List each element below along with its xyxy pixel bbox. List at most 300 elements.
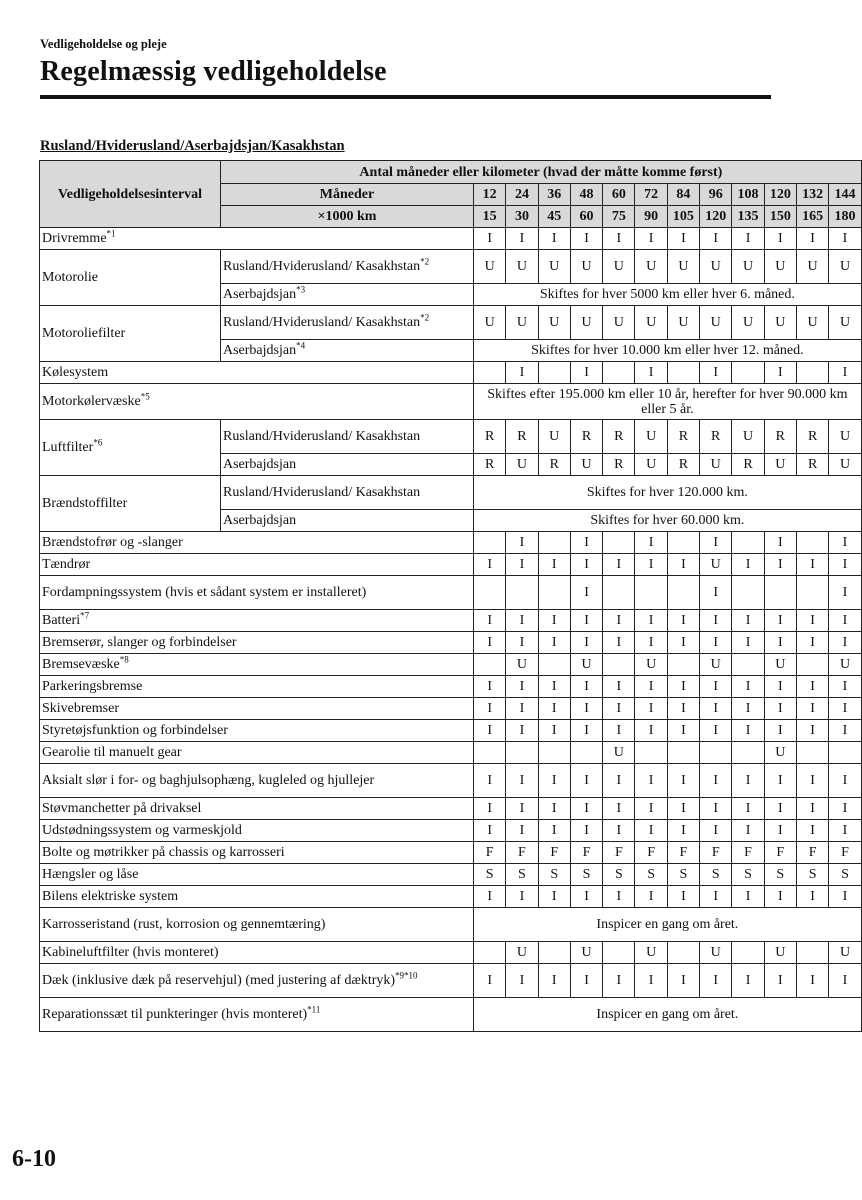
variant-text: Rusland/Hviderusland/ Kasakhstan (223, 315, 421, 330)
footnote-ref: *9*10 (395, 970, 418, 981)
item-label: Parkeringsbremse (42, 679, 143, 694)
item-name (40, 632, 474, 654)
schedule-cell: I (700, 532, 732, 554)
variant-label (221, 284, 474, 306)
schedule-cell: I (635, 820, 667, 842)
section-label: Vedligeholdelse og pleje (40, 37, 167, 51)
schedule-cell: S (700, 864, 732, 886)
schedule-cell (603, 362, 635, 384)
item-label: Tændrør (42, 557, 91, 572)
schedule-cell: I (764, 964, 796, 998)
schedule-cell: I (796, 798, 828, 820)
schedule-cell: I (570, 676, 602, 698)
schedule-cell: I (538, 554, 570, 576)
schedule-cell (667, 362, 699, 384)
schedule-cell: U (732, 306, 764, 340)
schedule-cell: U (506, 454, 538, 476)
schedule-cell: S (732, 864, 764, 886)
schedule-cell: I (570, 576, 602, 610)
schedule-cell: I (570, 964, 602, 998)
schedule-cell: I (732, 820, 764, 842)
schedule-cell: I (667, 698, 699, 720)
schedule-cell: I (796, 228, 828, 250)
schedule-note: Inspicer en gang om året. (474, 908, 862, 942)
month-header: 144 (829, 184, 861, 206)
schedule-cell (635, 576, 667, 610)
schedule-cell: I (635, 362, 667, 384)
schedule-cell: I (506, 554, 538, 576)
schedule-cell: I (764, 798, 796, 820)
schedule-cell: I (538, 964, 570, 998)
schedule-cell: I (764, 886, 796, 908)
schedule-cell: F (506, 842, 538, 864)
item-label: Motorkølervæske (42, 394, 141, 409)
schedule-cell (732, 576, 764, 610)
item-label: Bolte og møtrikker på chassis og karrosseri (42, 845, 285, 860)
schedule-cell: S (764, 864, 796, 886)
schedule-cell: I (732, 964, 764, 998)
schedule-cell: I (570, 820, 602, 842)
schedule-cell: S (635, 864, 667, 886)
schedule-cell (474, 942, 506, 964)
schedule-cell: I (700, 362, 732, 384)
schedule-cell (603, 576, 635, 610)
schedule-cell: U (538, 420, 570, 454)
schedule-cell: U (474, 250, 506, 284)
item-name (40, 820, 474, 842)
month-header: 48 (570, 184, 602, 206)
item-name (40, 384, 474, 420)
schedule-cell: I (700, 764, 732, 798)
schedule-cell: I (764, 820, 796, 842)
schedule-cell (667, 942, 699, 964)
schedule-cell: I (474, 632, 506, 654)
variant-label (221, 454, 474, 476)
schedule-cell: U (764, 250, 796, 284)
schedule-cell (796, 654, 828, 676)
table-row (40, 964, 862, 998)
schedule-cell: I (603, 698, 635, 720)
schedule-cell: I (732, 886, 764, 908)
schedule-cell (474, 576, 506, 610)
item-name (40, 576, 474, 610)
schedule-cell: I (474, 610, 506, 632)
item-label: Karrosseristand (rust, korrosion og gennemtæring) (42, 917, 326, 932)
km-header: 60 (570, 206, 602, 228)
table-row (40, 864, 862, 886)
schedule-cell: I (635, 698, 667, 720)
schedule-cell: I (829, 720, 861, 742)
schedule-cell: I (474, 228, 506, 250)
schedule-cell: I (603, 610, 635, 632)
item-name (40, 306, 221, 362)
schedule-cell: R (603, 454, 635, 476)
variant-text: Aserbajdsjan (223, 343, 297, 358)
schedule-cell: U (474, 306, 506, 340)
schedule-cell: I (764, 532, 796, 554)
footnote-ref: *2 (420, 312, 430, 323)
schedule-cell: I (474, 820, 506, 842)
variant-text: Rusland/Hviderusland/ Kasakhstan (223, 485, 421, 500)
schedule-cell (732, 532, 764, 554)
schedule-cell: I (700, 610, 732, 632)
schedule-cell: R (667, 420, 699, 454)
schedule-cell: I (667, 632, 699, 654)
schedule-cell: I (667, 676, 699, 698)
schedule-cell (732, 654, 764, 676)
schedule-cell (732, 362, 764, 384)
schedule-cell: U (538, 250, 570, 284)
period-header: Antal måneder eller kilometer (hvad der måtte komme først) (221, 161, 862, 184)
schedule-cell: U (506, 250, 538, 284)
item-name (40, 942, 474, 964)
schedule-cell: I (829, 610, 861, 632)
schedule-cell (796, 942, 828, 964)
schedule-cell: R (667, 454, 699, 476)
schedule-cell: I (603, 964, 635, 998)
km-header: 105 (667, 206, 699, 228)
schedule-cell (829, 742, 861, 764)
km-header: 15 (474, 206, 506, 228)
schedule-cell: I (829, 632, 861, 654)
schedule-cell: I (570, 532, 602, 554)
schedule-cell (732, 942, 764, 964)
table-row (40, 842, 862, 864)
item-name (40, 250, 221, 306)
variant-text: Aserbajdsjan (223, 513, 297, 528)
schedule-cell: I (506, 698, 538, 720)
km-header: 150 (764, 206, 796, 228)
item-label: Motoroliefilter (42, 326, 126, 341)
schedule-note: Skiftes for hver 5000 km eller hver 6. måned. (474, 284, 862, 306)
schedule-cell: I (700, 820, 732, 842)
schedule-cell: U (635, 942, 667, 964)
schedule-cell: F (570, 842, 602, 864)
schedule-cell: I (570, 632, 602, 654)
schedule-cell (506, 742, 538, 764)
km-header: 135 (732, 206, 764, 228)
item-name (40, 476, 221, 532)
schedule-cell: I (506, 820, 538, 842)
schedule-cell: U (506, 306, 538, 340)
schedule-cell: U (700, 654, 732, 676)
page-title: Regelmæssig vedligeholdelse (40, 56, 387, 87)
schedule-cell (667, 576, 699, 610)
schedule-cell (570, 742, 602, 764)
item-name (40, 676, 474, 698)
item-label: Brændstofrør og -slanger (42, 535, 183, 550)
schedule-cell: I (764, 362, 796, 384)
km-header: 120 (700, 206, 732, 228)
month-header: 132 (796, 184, 828, 206)
title-rule (40, 95, 771, 99)
schedule-cell: F (474, 842, 506, 864)
item-name (40, 908, 474, 942)
schedule-cell: U (538, 306, 570, 340)
variant-label (221, 250, 474, 284)
schedule-cell: I (829, 886, 861, 908)
schedule-cell: U (700, 554, 732, 576)
schedule-cell: F (732, 842, 764, 864)
item-name (40, 886, 474, 908)
schedule-cell: I (603, 886, 635, 908)
schedule-cell: I (603, 820, 635, 842)
footnote-ref: *8 (119, 654, 129, 665)
schedule-cell: U (570, 654, 602, 676)
item-name (40, 228, 474, 250)
table-row (40, 820, 862, 842)
schedule-cell: I (603, 676, 635, 698)
schedule-cell: I (796, 554, 828, 576)
item-label: Drivremme (42, 231, 107, 246)
schedule-cell: I (538, 720, 570, 742)
schedule-cell: I (732, 676, 764, 698)
schedule-cell: I (796, 720, 828, 742)
footnote-ref: *3 (296, 284, 306, 295)
schedule-cell: U (570, 306, 602, 340)
schedule-cell: U (764, 742, 796, 764)
footnote-ref: *2 (420, 256, 430, 267)
schedule-cell: I (667, 610, 699, 632)
item-label: Brændstoffilter (42, 496, 128, 511)
schedule-cell: I (796, 610, 828, 632)
schedule-cell: I (732, 764, 764, 798)
km-header: 75 (603, 206, 635, 228)
table-row (40, 698, 862, 720)
schedule-cell: R (474, 420, 506, 454)
schedule-cell: U (667, 306, 699, 340)
schedule-cell: F (829, 842, 861, 864)
table-row (40, 250, 862, 284)
schedule-cell: I (829, 764, 861, 798)
footnote-ref: *6 (93, 437, 103, 448)
schedule-cell: F (538, 842, 570, 864)
schedule-cell: I (603, 554, 635, 576)
schedule-cell: S (667, 864, 699, 886)
schedule-cell: I (538, 886, 570, 908)
schedule-cell: R (764, 420, 796, 454)
schedule-cell: I (635, 610, 667, 632)
schedule-cell: F (603, 842, 635, 864)
schedule-cell: I (474, 798, 506, 820)
schedule-cell: U (829, 306, 861, 340)
item-label: Reparationssæt til punkteringer (hvis monteret) (42, 1007, 308, 1022)
schedule-cell: I (700, 228, 732, 250)
schedule-note: Skiftes for hver 120.000 km. (474, 476, 862, 510)
schedule-cell: R (700, 420, 732, 454)
schedule-cell: I (538, 798, 570, 820)
schedule-cell: U (732, 420, 764, 454)
schedule-cell: F (635, 842, 667, 864)
km-header: 45 (538, 206, 570, 228)
variant-label (221, 420, 474, 454)
schedule-cell: I (700, 720, 732, 742)
table-row (40, 764, 862, 798)
item-name (40, 742, 474, 764)
table-row (40, 532, 862, 554)
footnote-ref: *5 (140, 391, 150, 402)
schedule-cell: I (538, 698, 570, 720)
schedule-cell: I (506, 964, 538, 998)
schedule-cell (667, 654, 699, 676)
schedule-cell: S (474, 864, 506, 886)
schedule-cell: U (700, 250, 732, 284)
schedule-cell: U (635, 250, 667, 284)
schedule-cell: I (667, 228, 699, 250)
item-name (40, 798, 474, 820)
schedule-cell: U (570, 454, 602, 476)
schedule-cell (635, 742, 667, 764)
item-name (40, 532, 474, 554)
schedule-cell: I (538, 632, 570, 654)
schedule-cell: R (506, 420, 538, 454)
schedule-cell: I (732, 610, 764, 632)
schedule-cell: I (635, 764, 667, 798)
item-label: Motorolie (42, 270, 98, 285)
schedule-cell: U (506, 942, 538, 964)
variant-text: Aserbajdsjan (223, 457, 297, 472)
schedule-cell: U (635, 654, 667, 676)
schedule-note: Skiftes efter 195.000 km eller 10 år, herefter for hver 90.000 km eller 5 år. (474, 384, 862, 420)
schedule-cell: I (538, 610, 570, 632)
schedule-cell: I (635, 228, 667, 250)
schedule-cell: U (829, 654, 861, 676)
schedule-cell: U (764, 942, 796, 964)
schedule-cell: I (829, 228, 861, 250)
schedule-cell: I (764, 676, 796, 698)
schedule-cell: I (570, 764, 602, 798)
schedule-cell (796, 532, 828, 554)
schedule-cell (538, 742, 570, 764)
schedule-cell: U (764, 654, 796, 676)
schedule-cell: I (796, 764, 828, 798)
table-row (40, 306, 862, 340)
schedule-cell: U (732, 250, 764, 284)
schedule-cell: I (635, 532, 667, 554)
schedule-cell: S (796, 864, 828, 886)
schedule-cell: I (474, 886, 506, 908)
item-label: Luftfilter (42, 440, 94, 455)
months-label: Måneder (221, 184, 474, 206)
schedule-cell: U (829, 454, 861, 476)
schedule-cell: I (667, 886, 699, 908)
item-name (40, 842, 474, 864)
schedule-cell (538, 532, 570, 554)
interval-header: Vedligeholdelsesinterval (40, 161, 221, 228)
schedule-cell: I (829, 676, 861, 698)
item-label: Bremsevæske (42, 657, 120, 672)
km-header: 30 (506, 206, 538, 228)
schedule-cell: I (538, 228, 570, 250)
schedule-cell: I (796, 698, 828, 720)
schedule-cell: I (635, 720, 667, 742)
schedule-cell: I (667, 720, 699, 742)
schedule-cell: I (506, 632, 538, 654)
schedule-cell: I (829, 362, 861, 384)
schedule-cell: R (796, 454, 828, 476)
schedule-cell: U (603, 250, 635, 284)
schedule-cell: F (700, 842, 732, 864)
month-header: 12 (474, 184, 506, 206)
schedule-cell: I (635, 886, 667, 908)
km-header: 90 (635, 206, 667, 228)
schedule-cell: U (635, 306, 667, 340)
schedule-cell: U (570, 250, 602, 284)
schedule-note: Skiftes for hver 60.000 km. (474, 510, 862, 532)
schedule-cell: I (796, 820, 828, 842)
schedule-cell: I (635, 798, 667, 820)
schedule-cell: I (829, 698, 861, 720)
item-name (40, 610, 474, 632)
schedule-cell: I (667, 764, 699, 798)
table-row (40, 908, 862, 942)
schedule-cell: I (603, 764, 635, 798)
schedule-cell: R (538, 454, 570, 476)
month-header: 72 (635, 184, 667, 206)
month-header: 96 (700, 184, 732, 206)
schedule-cell (796, 742, 828, 764)
schedule-cell: I (764, 554, 796, 576)
item-name (40, 654, 474, 676)
schedule-cell (538, 942, 570, 964)
schedule-cell: I (474, 764, 506, 798)
schedule-cell: U (635, 420, 667, 454)
schedule-cell (732, 742, 764, 764)
schedule-cell: I (700, 632, 732, 654)
schedule-cell: I (570, 610, 602, 632)
schedule-cell: U (796, 306, 828, 340)
month-header: 108 (732, 184, 764, 206)
item-name (40, 554, 474, 576)
schedule-note: Inspicer en gang om året. (474, 998, 862, 1032)
item-label: Bremserør, slanger og forbindelser (42, 635, 237, 650)
schedule-cell: I (506, 362, 538, 384)
schedule-cell: I (764, 632, 796, 654)
schedule-cell: U (603, 306, 635, 340)
schedule-cell: I (764, 698, 796, 720)
schedule-cell: R (570, 420, 602, 454)
schedule-cell: I (506, 676, 538, 698)
schedule-cell: R (474, 454, 506, 476)
schedule-cell: I (732, 228, 764, 250)
schedule-cell: I (603, 720, 635, 742)
schedule-cell: I (796, 886, 828, 908)
schedule-cell: I (635, 554, 667, 576)
schedule-cell: I (474, 676, 506, 698)
schedule-cell: U (700, 942, 732, 964)
schedule-cell: I (829, 798, 861, 820)
item-label: Kabineluftfilter (hvis monteret) (42, 945, 219, 960)
item-name (40, 698, 474, 720)
table-row (40, 384, 862, 420)
schedule-cell: I (570, 720, 602, 742)
schedule-cell: U (829, 942, 861, 964)
table-row (40, 228, 862, 250)
month-header: 120 (764, 184, 796, 206)
schedule-note: Skiftes for hver 10.000 km eller hver 12. måned. (474, 340, 862, 362)
schedule-cell: R (603, 420, 635, 454)
schedule-cell: U (667, 250, 699, 284)
item-label: Styretøjsfunktion og forbindelser (42, 723, 228, 738)
schedule-cell: I (667, 964, 699, 998)
variant-text: Rusland/Hviderusland/ Kasakhstan (223, 259, 421, 274)
schedule-cell: I (829, 532, 861, 554)
schedule-cell (538, 362, 570, 384)
schedule-cell: S (506, 864, 538, 886)
month-header: 36 (538, 184, 570, 206)
item-name (40, 362, 474, 384)
schedule-cell: F (667, 842, 699, 864)
